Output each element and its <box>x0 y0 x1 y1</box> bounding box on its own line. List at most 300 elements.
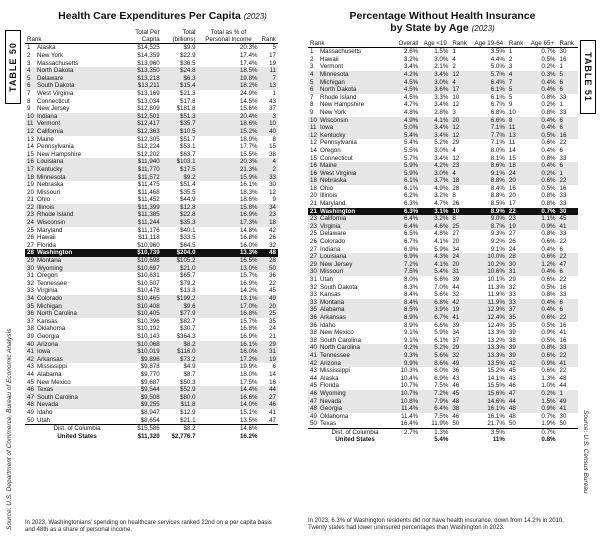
value-cell: 17.2% <box>198 356 260 364</box>
value-cell: 1.3% <box>420 428 450 436</box>
value-cell: 10 <box>450 208 470 216</box>
state-cell <box>25 44 123 52</box>
col-rank: Rank <box>310 40 325 47</box>
value-cell: 13.3% <box>487 329 505 337</box>
value-cell: $105.2 <box>162 257 198 265</box>
value-cell: 16.8% <box>239 325 258 333</box>
state-cell <box>308 101 394 109</box>
rank-number: 24 <box>27 219 34 227</box>
value-cell: 34 <box>260 204 278 212</box>
value-cell: 11.9% <box>487 291 505 299</box>
value-cell: 35 <box>507 314 527 322</box>
state-name: Tennessee <box>37 279 67 287</box>
state-cell <box>308 132 394 140</box>
state-cell <box>308 200 394 208</box>
value-cell: 6.2% <box>404 192 419 200</box>
value-cell: 6.3% <box>404 200 419 208</box>
state-cell <box>25 196 123 204</box>
value-cell: 3.4% <box>420 71 450 79</box>
health-expenditure-table <box>25 29 278 440</box>
rank-number: 40 <box>27 340 34 348</box>
state-cell <box>25 295 123 303</box>
state-cell <box>25 75 123 83</box>
state-name: Nebraska <box>37 181 64 189</box>
rank-number: 32 <box>27 279 34 287</box>
table-row <box>25 67 278 75</box>
rank-number: 36 <box>27 310 34 318</box>
value-cell: 21.3% <box>198 166 260 174</box>
value-cell: 0.4% <box>527 268 557 276</box>
state-cell <box>308 382 394 390</box>
rank-number: 9 <box>310 108 314 116</box>
value-cell: 42 <box>507 360 527 368</box>
value-cell: 16.1% <box>487 412 505 420</box>
value-cell: 0.8% <box>541 108 556 116</box>
left-source: Source: U.S. Department of Commerce, Bureau of Economic Analysis <box>6 328 13 530</box>
state-cell <box>25 363 123 371</box>
value-cell: 4 <box>452 146 456 154</box>
value-cell: 4.6% <box>420 223 450 231</box>
state-cell <box>25 98 123 106</box>
state-cell <box>25 234 123 242</box>
value-cell: 7.5% <box>434 412 449 420</box>
value-cell: 41 <box>559 329 567 337</box>
value-cell: 6.1% <box>394 177 420 185</box>
value-cell: 5.4% <box>404 139 419 147</box>
value-cell: 16 <box>269 378 276 386</box>
state-cell <box>25 325 123 333</box>
state-cell <box>25 272 123 280</box>
value-cell: 22 <box>558 177 578 185</box>
value-cell: $15,586 <box>123 425 162 433</box>
state-name: Texas <box>320 420 337 428</box>
state-name: Hawaii <box>320 55 339 63</box>
value-cell: $11,770 <box>123 166 162 174</box>
value-cell: 12.9% <box>471 306 507 314</box>
value-cell: 19.9% <box>239 363 258 371</box>
value-cell: 4.1% <box>420 117 450 125</box>
value-cell: 15.5% <box>239 150 258 158</box>
state-name: Tennessee <box>320 351 350 359</box>
value-cell: 0.6% <box>527 352 557 360</box>
rank-number: 10 <box>310 116 317 124</box>
value-cell: 31 <box>450 268 470 276</box>
value-cell: $12,363 <box>123 128 162 136</box>
value-cell: 20 <box>507 177 527 185</box>
value-cell: $204.0 <box>162 249 198 257</box>
rank-number: 11 <box>310 124 317 132</box>
state-name: Washington <box>320 207 356 215</box>
value-cell: 45 <box>450 390 470 398</box>
value-cell: 8.6% <box>420 360 450 368</box>
value-cell: 10.1% <box>487 276 505 284</box>
value-cell: $8.2 <box>162 425 198 433</box>
value-cell: 50 <box>559 420 567 428</box>
value-cell: 12 <box>452 101 460 109</box>
value-cell: 0.5% <box>541 184 556 192</box>
value-cell: 18.6% <box>198 120 260 128</box>
us-total-row <box>25 433 278 441</box>
value-cell: 0.8% <box>541 230 556 238</box>
state-name: Wyoming <box>37 264 63 272</box>
rank-number: 16 <box>310 162 317 170</box>
value-cell: 17.4% <box>239 59 258 67</box>
value-cell: 13.2% <box>487 336 505 344</box>
table-row <box>25 75 278 83</box>
col-total: Total (billions) <box>172 29 196 44</box>
state-name: Alabama <box>320 306 345 314</box>
value-cell <box>507 436 527 444</box>
value-cell: 0.5% <box>541 321 556 329</box>
value-cell: 27 <box>260 394 278 402</box>
value-cell: 48 <box>450 398 470 406</box>
state-name: Dist. of Columbia <box>331 428 379 436</box>
value-cell: 17.4% <box>239 52 258 59</box>
state-cell <box>25 60 123 68</box>
value-cell: 32 <box>450 352 470 360</box>
value-cell: $10,405 <box>123 310 162 318</box>
value-cell: 41 <box>269 408 276 416</box>
rank-number: 16 <box>27 158 34 166</box>
value-cell: 16.6% <box>198 394 260 402</box>
value-cell: 6.9% <box>404 245 419 253</box>
state-name: Arizona <box>37 340 58 348</box>
state-cell <box>25 280 123 288</box>
value-cell: 16.9% <box>239 279 258 287</box>
table-row <box>308 155 578 163</box>
rank-number: 12 <box>27 127 34 135</box>
value-cell: 43 <box>269 97 276 105</box>
state-cell <box>25 425 123 433</box>
state-cell <box>308 215 394 223</box>
uninsured-table <box>308 40 578 444</box>
value-cell: $11,468 <box>137 188 160 196</box>
value-cell: $14,359 <box>137 52 160 59</box>
state-cell <box>308 170 394 178</box>
state-name: Oregon <box>320 146 341 154</box>
state-cell <box>308 436 394 444</box>
value-cell: 3.2% <box>434 192 449 200</box>
rank-number: 27 <box>310 253 317 261</box>
rank-number: 11 <box>27 120 34 128</box>
value-cell: 8 <box>452 192 456 200</box>
value-cell: 20.3% <box>198 44 260 52</box>
table-row <box>308 291 578 299</box>
value-cell: 14 <box>269 370 276 378</box>
value-cell: 4.7% <box>434 200 449 208</box>
rank-number: 2 <box>27 52 31 59</box>
value-cell: 14.0% <box>198 401 260 409</box>
state-cell <box>308 276 394 284</box>
value-cell: 33 <box>260 174 278 182</box>
value-cell: $116.0 <box>162 348 198 356</box>
table-row <box>308 177 578 185</box>
value-cell: 0.2% <box>541 101 556 109</box>
table-50-tag: TABLE 50 <box>5 30 21 104</box>
value-cell: 0.8% <box>541 93 556 101</box>
value-cell: 5.5% <box>404 146 419 154</box>
value-cell: 48 <box>559 374 567 382</box>
state-cell <box>308 375 394 383</box>
state-cell <box>25 189 123 197</box>
value-cell: 9.9% <box>394 360 420 368</box>
value-cell: 28 <box>507 253 527 261</box>
value-cell: 13.5% <box>471 360 507 368</box>
value-cell: 47 <box>269 416 276 424</box>
state-cell <box>308 124 394 132</box>
value-cell: 7.9% <box>420 398 450 406</box>
rank-number: 33 <box>310 291 317 299</box>
value-cell: 0.4% <box>527 124 557 132</box>
value-cell: 5 <box>507 86 527 94</box>
state-name: Hawaii <box>37 234 56 242</box>
table-row <box>308 382 578 390</box>
value-cell: 3.5% <box>471 428 507 436</box>
state-cell <box>25 90 123 98</box>
value-cell: 33 <box>508 291 516 299</box>
rank-number: 22 <box>27 203 34 211</box>
state-name: Minnesota <box>37 173 66 181</box>
value-cell: $11,940 <box>123 158 162 166</box>
value-cell: 43 <box>452 374 460 382</box>
value-cell: $22.8 <box>162 211 198 219</box>
value-cell: 4.1% <box>420 261 450 269</box>
table-row <box>308 344 578 352</box>
table-row <box>25 128 278 136</box>
value-cell: 14.6% <box>198 425 260 433</box>
value-cell: 0.6% <box>541 139 556 147</box>
table-row <box>25 227 278 235</box>
value-cell: 8 <box>507 117 527 125</box>
value-cell: 8.3% <box>404 283 419 291</box>
value-cell: 20 <box>452 238 460 246</box>
value-cell: 41 <box>558 405 578 413</box>
state-cell <box>308 94 394 102</box>
state-name: Wisconsin <box>37 219 66 227</box>
value-cell: $10,507 <box>137 279 160 287</box>
value-cell: 44 <box>559 382 567 390</box>
rank-number: 8 <box>310 101 314 109</box>
value-cell: 17 <box>450 86 470 94</box>
table-row <box>308 192 578 200</box>
table-row <box>308 200 578 208</box>
value-cell: 6.1% <box>471 86 507 94</box>
value-cell: $13.3 <box>180 287 196 295</box>
value-cell: 0.7% <box>541 412 556 420</box>
rank-number: 8 <box>27 97 31 105</box>
value-cell: $4.9 <box>183 363 196 371</box>
value-cell: 19.8% <box>198 75 260 83</box>
value-cell: 46 <box>452 382 460 390</box>
col-age-65-plus: Age 65+ <box>530 40 555 47</box>
state-cell <box>25 303 123 311</box>
state-name: Delaware <box>37 74 64 82</box>
state-name: Virginia <box>37 287 58 295</box>
value-cell: 11.9% <box>431 420 449 428</box>
value-cell: 3.0% <box>420 79 450 87</box>
value-cell: 0.5% <box>541 55 556 63</box>
value-cell: $79.2 <box>180 279 196 287</box>
rank-number: 21 <box>310 207 317 215</box>
value-cell: $51.7 <box>180 135 196 143</box>
value-cell: 18.2% <box>198 82 260 90</box>
table-row <box>25 394 278 402</box>
state-name: Delaware <box>320 230 347 238</box>
state-name: Washington <box>37 249 73 257</box>
value-cell: 20 <box>508 192 516 200</box>
value-cell: 3.5% <box>471 48 507 56</box>
value-cell: 0.5% <box>541 283 556 291</box>
state-cell <box>25 105 123 113</box>
value-cell: $8.2 <box>162 341 198 349</box>
value-cell: 3 <box>452 108 456 116</box>
value-cell: 6 <box>558 306 578 314</box>
table-row <box>25 98 278 106</box>
value-cell: 13 <box>260 82 278 90</box>
value-cell: 14 <box>508 146 516 154</box>
table-row <box>25 379 278 387</box>
rank-number: 4 <box>27 67 31 75</box>
value-cell: 9.2% <box>394 344 420 352</box>
rank-number: 30 <box>310 268 317 276</box>
state-cell <box>308 253 394 261</box>
value-cell: 0.9% <box>527 223 557 231</box>
value-cell: 3.0% <box>434 146 449 154</box>
value-cell: 4.5% <box>394 86 420 94</box>
value-cell: 6 <box>558 79 578 87</box>
table-row <box>308 322 578 330</box>
value-cell: $35.7 <box>162 120 198 128</box>
rank-number: 9 <box>27 105 31 113</box>
rank-number: 50 <box>310 420 317 428</box>
col-rank-2: Rank <box>261 36 276 44</box>
value-cell: 37 <box>507 306 527 314</box>
value-cell: $52.9 <box>162 386 198 394</box>
state-name: United States <box>335 436 375 444</box>
state-cell <box>308 261 394 269</box>
state-name: Massachusetts <box>37 59 79 67</box>
state-cell <box>308 329 394 337</box>
table-row <box>308 390 578 398</box>
value-cell: 39 <box>507 352 527 360</box>
rank-number: 26 <box>27 234 34 242</box>
value-cell: 30 <box>507 261 527 269</box>
table-row <box>308 314 578 322</box>
state-cell <box>25 143 123 151</box>
value-cell: 8.5% <box>490 200 505 208</box>
value-cell: 15.7% <box>239 272 258 280</box>
value-cell: 15 <box>508 154 516 162</box>
value-cell: 1 <box>507 48 527 56</box>
value-cell: $33.5 <box>180 234 196 242</box>
state-cell <box>25 310 123 318</box>
value-cell: 49 <box>558 398 578 406</box>
table-row <box>25 234 278 242</box>
value-cell: 19 <box>450 306 470 314</box>
value-cell: 35 <box>508 321 516 329</box>
state-name: Kansas <box>320 291 341 299</box>
value-cell: $11,176 <box>137 226 160 234</box>
state-name: Indiana <box>37 112 58 120</box>
value-cell: 34 <box>452 329 460 337</box>
table-row <box>25 417 278 425</box>
value-cell: 16 <box>558 132 578 140</box>
table-row <box>308 375 578 383</box>
table-row <box>25 189 278 197</box>
col-per-capita: Total Per Capita <box>135 29 160 44</box>
value-cell: 47 <box>558 261 578 269</box>
value-cell: 5.6% <box>434 291 449 299</box>
value-cell: $17.8 <box>180 97 196 105</box>
value-cell: $10,192 <box>137 325 160 333</box>
value-cell: 22 <box>507 208 527 216</box>
value-cell: 6.9% <box>394 253 420 261</box>
rank-number: 7 <box>310 93 314 101</box>
table-row <box>25 386 278 394</box>
value-cell: 6 <box>558 162 578 170</box>
table-row <box>308 253 578 261</box>
value-cell: 0.5% <box>541 336 556 344</box>
rank-number: 15 <box>27 150 34 158</box>
rank-number: 33 <box>27 287 34 295</box>
state-name: Kentucky <box>320 131 346 139</box>
value-cell: 13 <box>507 132 527 140</box>
state-cell <box>308 71 394 79</box>
state-name: New Mexico <box>37 378 71 386</box>
table-row <box>308 215 578 223</box>
rank-number: 28 <box>27 249 34 257</box>
state-name: Alaska <box>37 44 56 52</box>
value-cell: 33 <box>559 291 567 299</box>
state-name: Kansas <box>37 317 58 325</box>
value-cell: 7 <box>260 75 278 83</box>
value-cell: $77.9 <box>162 310 198 318</box>
rank-number: 15 <box>310 154 317 162</box>
value-cell: 18 <box>260 219 278 227</box>
table-row <box>308 223 578 231</box>
state-cell <box>25 265 123 273</box>
value-cell: $13,350 <box>123 67 162 75</box>
rank-number: 43 <box>27 363 34 371</box>
value-cell: 46 <box>452 412 460 420</box>
table-row <box>25 401 278 409</box>
value-cell: $53.1 <box>180 143 196 151</box>
value-cell: $13,169 <box>137 89 160 97</box>
state-name: United States <box>57 432 97 440</box>
rank-number: 30 <box>27 264 34 272</box>
value-cell: 20 <box>260 303 278 311</box>
value-cell: 30 <box>269 181 276 189</box>
state-name: Louisiana <box>320 253 347 261</box>
value-cell: 10.7% <box>400 382 419 390</box>
value-cell: 8.4% <box>490 184 505 192</box>
state-cell <box>308 337 394 345</box>
value-cell: 10.2% <box>471 261 507 269</box>
value-cell: 33 <box>558 344 578 352</box>
value-cell: $13,034 <box>137 97 160 105</box>
value-cell: 3 <box>260 113 278 121</box>
value-cell: $82.7 <box>180 317 196 325</box>
table-row <box>308 306 578 314</box>
value-cell: 8.6% <box>471 162 507 170</box>
value-cell: 5 <box>558 71 578 79</box>
value-cell: $10,478 <box>137 287 160 295</box>
table-row <box>25 113 278 121</box>
table-row <box>308 276 578 284</box>
value-cell: 13.3% <box>471 344 507 352</box>
state-name: Montana <box>320 298 345 306</box>
rank-number: 26 <box>310 238 317 246</box>
